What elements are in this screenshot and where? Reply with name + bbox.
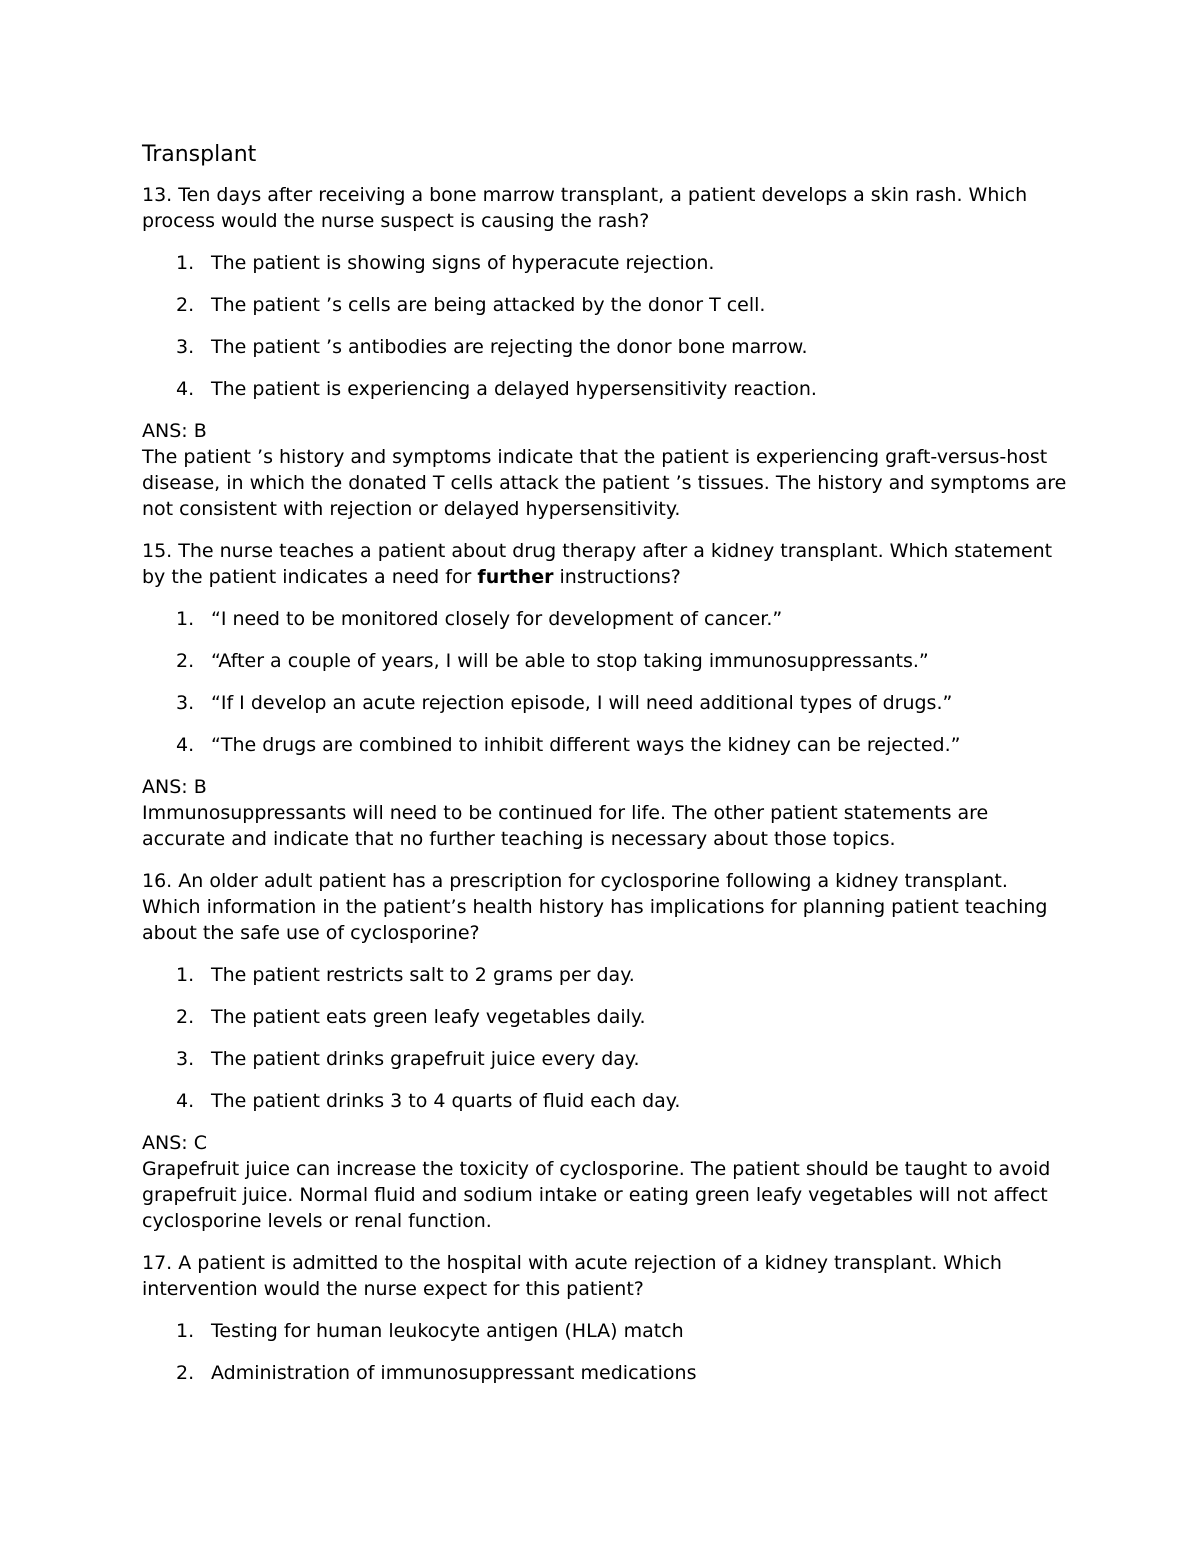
option-text: The patient ’s cells are being attacked by the donor T cell. (211, 294, 766, 316)
option-text: The patient drinks grapefruit juice every day. (211, 1048, 640, 1070)
option-text: The patient eats green leafy vegetables daily. (211, 1006, 646, 1028)
option-item (142, 334, 1072, 360)
option-number: 2. (176, 650, 195, 672)
option-item (142, 732, 1072, 758)
answer-label: ANS: B (142, 420, 207, 442)
option-item (142, 1088, 1072, 1114)
option-number: 1. (176, 964, 195, 986)
option-text: “I need to be monitored closely for development of cancer.” (211, 608, 783, 630)
option-list (142, 962, 1072, 1114)
option-text: The patient drinks 3 to 4 quarts of fluid each day. (211, 1090, 681, 1112)
answer-label: ANS: C (142, 1132, 207, 1154)
option-number: 3. (176, 692, 195, 714)
option-item (142, 1004, 1072, 1030)
option-number: 4. (176, 734, 195, 756)
answer-rationale: Grapefruit juice can increase the toxicity of cyclosporine. The patient should be taught to avoid grapefruit juice. Normal fluid and sodium intake or eating green leafy vegetables will not affect cyclosporine levels or renal function. (142, 1158, 1051, 1232)
question-15 (142, 538, 1072, 852)
question-text: 16. An older adult patient has a prescription for cyclosporine following a kidney transplant. Which information in the patient’s health history has implications for planning patient teaching about the safe use of cyclosporine? (142, 870, 1048, 944)
question-text-part: 15. The nurse teaches a patient about drug therapy after a kidney transplant. Which statement by the patient indicates a need for (142, 540, 1053, 588)
option-list (142, 250, 1072, 402)
question-13 (142, 182, 1072, 522)
option-item (142, 292, 1072, 318)
option-text: “If I develop an acute rejection episode, I will need additional types of drugs.” (211, 692, 953, 714)
answer-rationale: Immunosuppressants will need to be continued for life. The other patient statements are accurate and indicate that no further teaching is necessary about those topics. (142, 802, 989, 850)
emphasized-word: further (477, 566, 554, 588)
document-content (142, 140, 1072, 1402)
option-item (142, 648, 1072, 674)
answer-label: ANS: B (142, 776, 207, 798)
option-number: 1. (176, 608, 195, 630)
option-number: 2. (176, 1362, 195, 1384)
option-number: 4. (176, 1090, 195, 1112)
question-17 (142, 1250, 1072, 1386)
option-number: 3. (176, 336, 195, 358)
option-text: The patient is showing signs of hyperacute rejection. (211, 252, 715, 274)
option-item (142, 1318, 1072, 1344)
answer-rationale: The patient ’s history and symptoms indicate that the patient is experiencing graft-versus-host disease, in which the donated T cells attack the patient ’s tissues. The history and symptoms are not consistent with rejection or delayed hypersensitivity. (142, 446, 1067, 520)
option-item (142, 962, 1072, 988)
option-number: 1. (176, 252, 195, 274)
question-text-part: instructions? (553, 566, 681, 588)
question-text: 13. Ten days after receiving a bone marrow transplant, a patient develops a skin rash. Which process would the nurse suspect is causing the rash? (142, 184, 1028, 232)
question-text: 17. A patient is admitted to the hospital with acute rejection of a kidney transplant. Which intervention would the nurse expect for this patient? (142, 1252, 1002, 1300)
question-text (142, 538, 1072, 590)
option-text: Administration of immunosuppressant medications (211, 1362, 697, 1384)
option-text: The patient is experiencing a delayed hypersensitivity reaction. (211, 378, 817, 400)
option-number: 2. (176, 1006, 195, 1028)
option-number: 1. (176, 1320, 195, 1342)
option-item (142, 376, 1072, 402)
option-text: The patient ’s antibodies are rejecting the donor bone marrow. (211, 336, 808, 358)
option-text: “The drugs are combined to inhibit different ways the kidney can be rejected.” (211, 734, 961, 756)
option-text: “After a couple of years, I will be able to stop taking immunosuppressants.” (211, 650, 929, 672)
option-number: 4. (176, 378, 195, 400)
option-number: 2. (176, 294, 195, 316)
option-item (142, 1360, 1072, 1386)
option-text: The patient restricts salt to 2 grams per day. (211, 964, 635, 986)
option-item (142, 1046, 1072, 1072)
option-list (142, 606, 1072, 758)
question-16 (142, 868, 1072, 1234)
option-number: 3. (176, 1048, 195, 1070)
option-item (142, 250, 1072, 276)
option-item (142, 606, 1072, 632)
option-item (142, 690, 1072, 716)
option-list (142, 1318, 1072, 1386)
page-title: Transplant (142, 142, 257, 167)
option-text: Testing for human leukocyte antigen (HLA) match (211, 1320, 684, 1342)
